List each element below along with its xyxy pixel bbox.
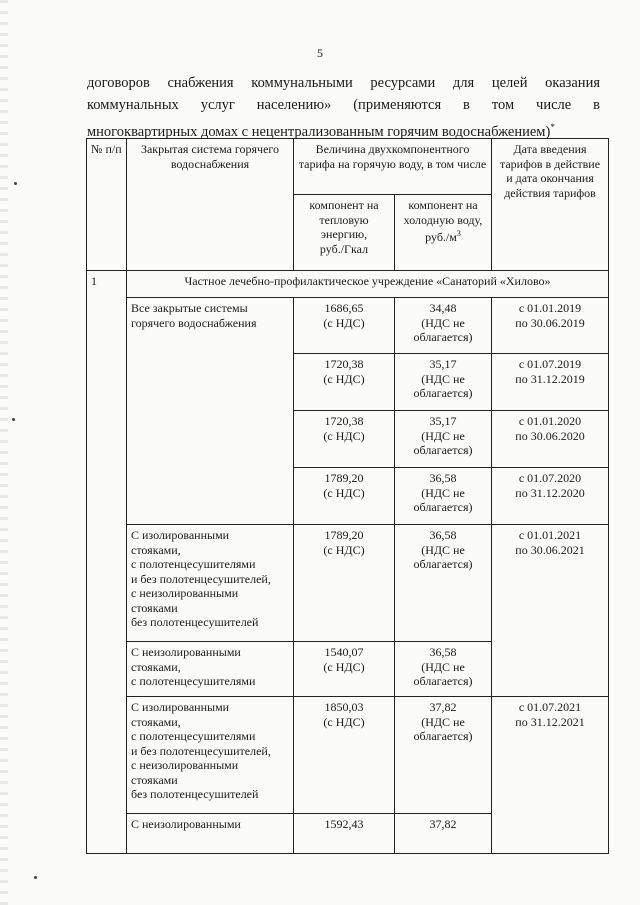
cold-value <box>395 411 492 468</box>
date-range <box>492 354 609 411</box>
system-line: С изолированными <box>131 528 230 542</box>
footnote-mark: * <box>550 122 555 132</box>
date-start: с 01.01.2020 <box>518 414 582 428</box>
date-start: с 01.01.2019 <box>518 301 582 315</box>
cold-amount: 36,58 <box>429 528 457 542</box>
system-line: с полотенцесушителями <box>131 674 256 688</box>
cold-vat: (НДС не <box>421 542 465 557</box>
page-number: 5 <box>317 46 323 60</box>
system-line: с полотенцесушителями <box>131 557 256 571</box>
heat-value <box>294 642 395 697</box>
cold-value <box>395 468 492 525</box>
row-number: 1 <box>87 271 127 854</box>
intro-line: коммунальных услуг населению» (применяются в том числе в <box>87 97 600 113</box>
header-heat-component <box>294 195 395 271</box>
cold-value <box>395 642 492 697</box>
heat-amount: 1720,38 <box>324 414 364 428</box>
date-range <box>492 411 609 468</box>
cold-vat: (НДС не <box>421 485 465 500</box>
cold-value <box>395 697 492 814</box>
cold-vat: облагается) <box>413 729 473 743</box>
date-start: с 01.07.2019 <box>518 357 582 371</box>
heat-amount: 1592,43 <box>324 817 364 831</box>
cold-amount: 37,82 <box>429 700 457 714</box>
system-line: с полотенцесушителями <box>131 729 256 743</box>
cold-vat: облагается) <box>413 557 473 571</box>
system-line: без полотенцесушителей <box>131 787 259 801</box>
system-isolated <box>127 525 294 642</box>
cold-amount: 37,82 <box>429 817 457 831</box>
heat-amount: 1789,20 <box>324 471 364 485</box>
table-row <box>87 697 609 814</box>
date-start: с 01.07.2020 <box>518 471 582 485</box>
system-all <box>127 298 294 525</box>
heat-vat: (с НДС) <box>323 542 365 557</box>
cold-vat: облагается) <box>413 674 473 688</box>
cold-vat: (НДС не <box>421 371 465 386</box>
date-end: по 30.06.2020 <box>515 428 585 443</box>
heat-amount: 1789,20 <box>324 528 364 542</box>
system-line: и без полотенцесушителей, <box>131 571 271 586</box>
heat-vat: (с НДС) <box>323 714 365 729</box>
intro-paragraph <box>87 72 600 143</box>
system-line: стояками, <box>131 659 181 674</box>
cold-value <box>395 298 492 354</box>
date-end: по 30.06.2021 <box>515 542 585 557</box>
table-row <box>87 525 609 642</box>
cold-vat: облагается) <box>413 443 473 457</box>
cold-amount: 36,58 <box>429 645 457 659</box>
intro-line-text: многоквартирных домах с нецентрализованным горячим водоснабжением) <box>87 123 551 140</box>
cold-amount: 35,17 <box>429 357 457 371</box>
heat-vat: (с НДС) <box>323 315 365 330</box>
heat-vat: (с НДС) <box>323 371 365 386</box>
heat-vat: (с НДС) <box>323 659 365 674</box>
system-line: стояками, <box>131 714 181 729</box>
date-range <box>492 525 609 697</box>
system-isolated <box>127 697 294 814</box>
scan-edge <box>0 0 8 905</box>
heat-value <box>294 814 395 854</box>
date-end: по 31.12.2020 <box>515 485 585 500</box>
date-end: по 31.12.2021 <box>515 714 585 729</box>
scan-speck <box>34 876 37 879</box>
header-num: № п/п <box>87 139 127 271</box>
system-line: горячего водоснабжения <box>131 315 257 330</box>
cold-vat: облагается) <box>413 500 473 514</box>
system-line: с неизолированными <box>131 758 239 772</box>
scan-speck <box>14 182 17 185</box>
intro-line: договоров снабжения коммунальными ресурсами для целей оказания <box>87 75 600 91</box>
cold-amount: 36,58 <box>429 471 457 485</box>
table-row <box>87 298 609 354</box>
header-heat-line: компонент на <box>309 198 379 212</box>
heat-value <box>294 354 395 411</box>
cold-value <box>395 814 492 854</box>
system-nonisolated <box>127 642 294 697</box>
header-tariff: Величина двухкомпонентного тарифа на горячую воду, в том числе <box>294 139 492 195</box>
system-line: С неизолированными <box>131 645 241 659</box>
system-line: без полотенцесушителей <box>131 615 259 629</box>
organization-name: Частное лечебно-профилактическое учреждение «Санаторий «Хилово» <box>127 271 609 298</box>
heat-value <box>294 697 395 814</box>
header-cold-component <box>395 195 492 271</box>
date-end: по 31.12.2019 <box>515 371 585 386</box>
cold-amount: 34,48 <box>429 301 457 315</box>
organization-row <box>87 271 609 298</box>
header-system: Закрытая система горячего водоснабжения <box>127 139 294 271</box>
cold-value <box>395 525 492 642</box>
cold-vat: облагается) <box>413 330 473 344</box>
system-line: стояками <box>131 600 178 615</box>
heat-value <box>294 411 395 468</box>
system-line: с неизолированными <box>131 586 239 600</box>
system-line: стояками <box>131 772 178 787</box>
date-range <box>492 298 609 354</box>
heat-amount: 1850,03 <box>324 700 364 714</box>
cold-vat: (НДС не <box>421 428 465 443</box>
system-line: стояками, <box>131 542 181 557</box>
system-line: С изолированными <box>131 700 230 714</box>
heat-value <box>294 298 395 354</box>
heat-vat: (с НДС) <box>323 428 365 443</box>
cold-vat: (НДС не <box>421 315 465 330</box>
cold-vat: (НДС не <box>421 714 465 729</box>
heat-amount: 1686,65 <box>324 301 364 315</box>
system-line: и без полотенцесушителей, <box>131 743 271 758</box>
header-row <box>87 139 609 195</box>
date-end: по 30.06.2019 <box>515 315 585 330</box>
unit-superscript: 3 <box>456 229 461 238</box>
header-heat-line: энергию, <box>320 227 368 241</box>
header-cold-line: холодную воду, <box>403 212 483 227</box>
heat-amount: 1720,38 <box>324 357 364 371</box>
heat-value <box>294 468 395 525</box>
heat-vat: (с НДС) <box>323 485 365 500</box>
header-cold-line: руб./м <box>425 230 457 244</box>
system-line: Все закрытые системы <box>131 301 248 315</box>
header-dates: Дата введения тарифов в действие и дата окончания действия тарифов <box>492 139 609 271</box>
date-range <box>492 468 609 525</box>
cold-vat: облагается) <box>413 386 473 400</box>
header-heat-line: тепловую <box>319 212 369 227</box>
scan-speck <box>12 418 15 421</box>
header-cold-unit <box>399 227 487 245</box>
system-nonisolated <box>127 814 294 854</box>
cold-value <box>395 354 492 411</box>
cold-vat: (НДС не <box>421 659 465 674</box>
heat-amount: 1540,07 <box>324 645 364 659</box>
header-heat-line: руб./Гкал <box>319 241 369 256</box>
cold-amount: 35,17 <box>429 414 457 428</box>
date-range <box>492 697 609 854</box>
heat-value <box>294 525 395 642</box>
header-cold-line: компонент на <box>408 198 478 212</box>
tariff-table <box>86 138 609 854</box>
date-start: с 01.01.2021 <box>518 528 582 542</box>
date-start: с 01.07.2021 <box>518 700 582 714</box>
system-line: С неизолированными <box>131 817 241 831</box>
